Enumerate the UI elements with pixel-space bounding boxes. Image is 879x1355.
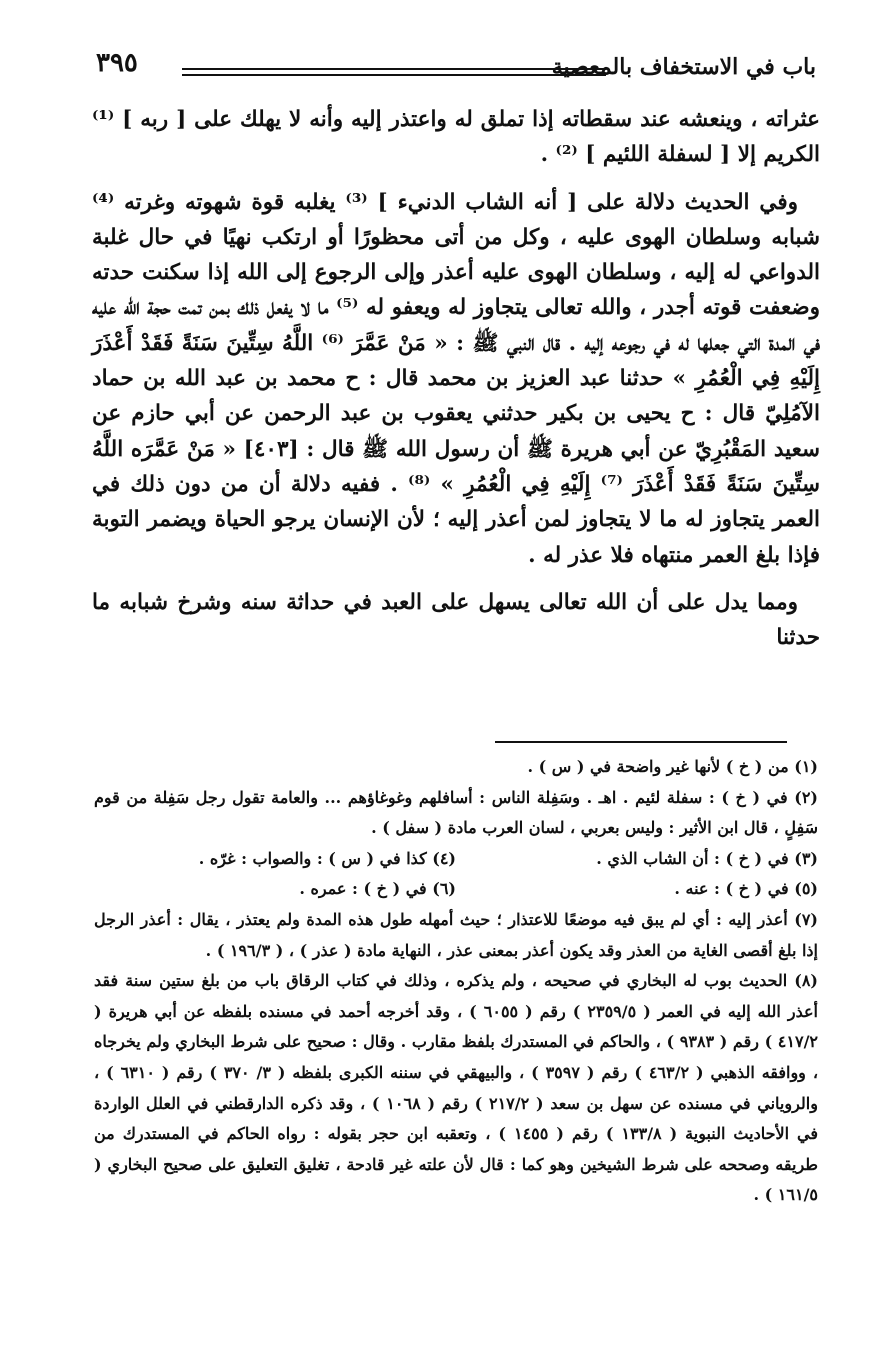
footnote-7: (٧) أعذر إليه : أي لم يبق فيه موضعًا للاعتذار ؛ حيث أمهله طول هذه المدة ولم يعتذر ، يقال : أعذر الرجل إذا بلغ أقصى الغاية من العذر وقد يكون أعذر بمعنى عذر ، النهاية مادة ( عذر ) ، ( ١٩٦/٣ ) . bbox=[94, 909, 818, 960]
page-number: ٣٩٥ bbox=[96, 48, 138, 78]
paragraph-1: عثراته ، وينعشه عند سقطاته إذا تملق له واعتذر إليه وأنه لا يهلك على [ ربه ] ⁽¹⁾ الكريم إلا [ لسفلة اللئيم ] ⁽²⁾ . bbox=[92, 107, 820, 168]
paragraph-gap bbox=[92, 573, 820, 585]
footnote-2: (٢) في ( خ ) : سفلة لئيم . اهـ . وسَفِلة الناس : أسافلهم وغوغاؤهم ... والعامة تقول رجل سَفِلة من قوم سَفِلٍ ، قال ابن الأثير : وليس بعربي ، لسان العرب مادة ( سفل ) . bbox=[94, 787, 818, 838]
main-text bbox=[92, 102, 820, 655]
footnote-row-3-4 bbox=[94, 844, 818, 875]
paragraph-2 bbox=[92, 185, 820, 573]
footnote-row-5-6 bbox=[94, 874, 818, 905]
footnote-5: (٥) في ( خ ) : عنه . bbox=[674, 879, 818, 899]
paragraph-2-part-a: وفي الحديث دلالة على [ أنه الشاب الدنيء ] ⁽³⁾ يغلبه قوة شهوته وغرته ⁽⁴⁾ شبابه وسلطان الهوى عليه ، وكل من أتى محظورًا أو ارتكب نهيًا في حال غلبة الدواعي له إليه ، وسلطان الهوى عليه أعذر وإلى الرجوع إلى الله إذا سكنت حدته وضعفت قوته أجدر ، والله تعالى يتجاوز له ويعفو له ⁽⁵⁾ ما لا يفعل ذلك بمن تمت حجة الله عليه في المدة التي جعلها له في رجوعه إليه . قال النبي ﷺ : « bbox=[92, 189, 820, 356]
paragraph-gap bbox=[92, 173, 820, 185]
footnote-8: (٨) الحديث بوب له البخاري في صحيحه ، ولم يذكره ، وذلك في كتاب الرقاق باب من بلغ ستين سنة فقد أعذر الله إليه في العمر ( ٢٣٥٩/٥ ) رقم ( ٦٠٥٥ ) ، وقد أخرجه أحمد في مسنده بلفظه عن أبي هريرة ( ٤١٧/٢ ) رقم ( ٩٣٨٣ ) ، والحاكم في المستدرك بلفظ مقارب . وقال : صحيح على شرط البخاري ولم يخرجاه ، ووافقه الذهبي ( ٤٦٣/٢ ) رقم ( ٣٥٩٧ ) ، والبيهقي في سننه الكبرى بلفظه ( ٣/ ٣٧٠ ) رقم ( ٦٣١٠ ) ، والروياني في مسنده عن سهل بن سعد ( ٢١٧/٢ ) رقم ( ١٠٦٨ ) ، وقد ذكره الدارقطني في العلل الواردة في الأحاديث النبوية ( ١٣٣/٨ ) رقم ( ١٤٥٥ ) ، وتعقبه ابن حجر بقوله : رواه الحاكم في المستدرك من طريقه وصححه على شرط الشيخين وهو كما : قال لأن علته غير قادحة ، تغليق التعليق على صحيح البخاري ( ١٦١/٥ ) . bbox=[94, 971, 819, 1205]
paragraph-3: ومما يدل على أن الله تعالى يسهل على العبد في حداثة سنه وشرخ شبابه ما حدثنا bbox=[92, 589, 820, 651]
footnote-separator bbox=[495, 741, 787, 743]
paragraph-2-part-c: » ⁽⁸⁾ . ففيه دلالة أن من دون ذلك في العمر يتجاوز له ما لا يتجاوز لمن أعذر إليه ؛ لأن الإنسان يرجو الحياة ويضمر التوبة فإذا بلغ العمر منتهاه فلا عذر له . bbox=[92, 471, 820, 568]
footnote-6: (٦) في ( خ ) : عمره . bbox=[299, 879, 456, 899]
footnote-3: (٣) في ( خ ) : أن الشاب الذي . bbox=[596, 848, 818, 868]
hadith-text-1: مَنْ عَمَّرَ ⁽⁶⁾ اللَّهُ سِتِّينَ سَنَةً فَقَدْ أَعْذَرَ إِلَيْهِ فِي الْعُمُرِ bbox=[92, 330, 820, 392]
header-rule bbox=[182, 68, 606, 76]
page-header bbox=[96, 48, 816, 88]
footnote-1: (١) من ( خ ) لأنها غير واضحة في ( س ) . bbox=[527, 757, 818, 776]
footnote-4: (٤) كذا في ( س ) : والصواب : غرّه . bbox=[198, 848, 456, 868]
running-title: باب في الاستخفاف بالمعصية bbox=[551, 54, 816, 80]
paragraph-2-part-b: » حدثنا عبد العزيز بن محمد قال : ح محمد بن عبد الله بن حماد الآمُلِيّ قال : ح يحيى بن بكير حدثني يعقوب بن عبد الرحمن عن أبي حازم عن سعيد المَقْبُرِيّ عن أبي هريرة ﷺ أن رسول الله ﷺ قال : [٤٠٣] « bbox=[92, 366, 820, 462]
footnotes bbox=[94, 752, 818, 1211]
hadith-text-2: مَنْ عَمَّرَه اللَّهُ سِتِّينَ سَنَةً فَقَدْ أَعْذَرَ ⁽⁷⁾ إِلَيْهِ فِي الْعُمُرِ bbox=[92, 436, 820, 497]
